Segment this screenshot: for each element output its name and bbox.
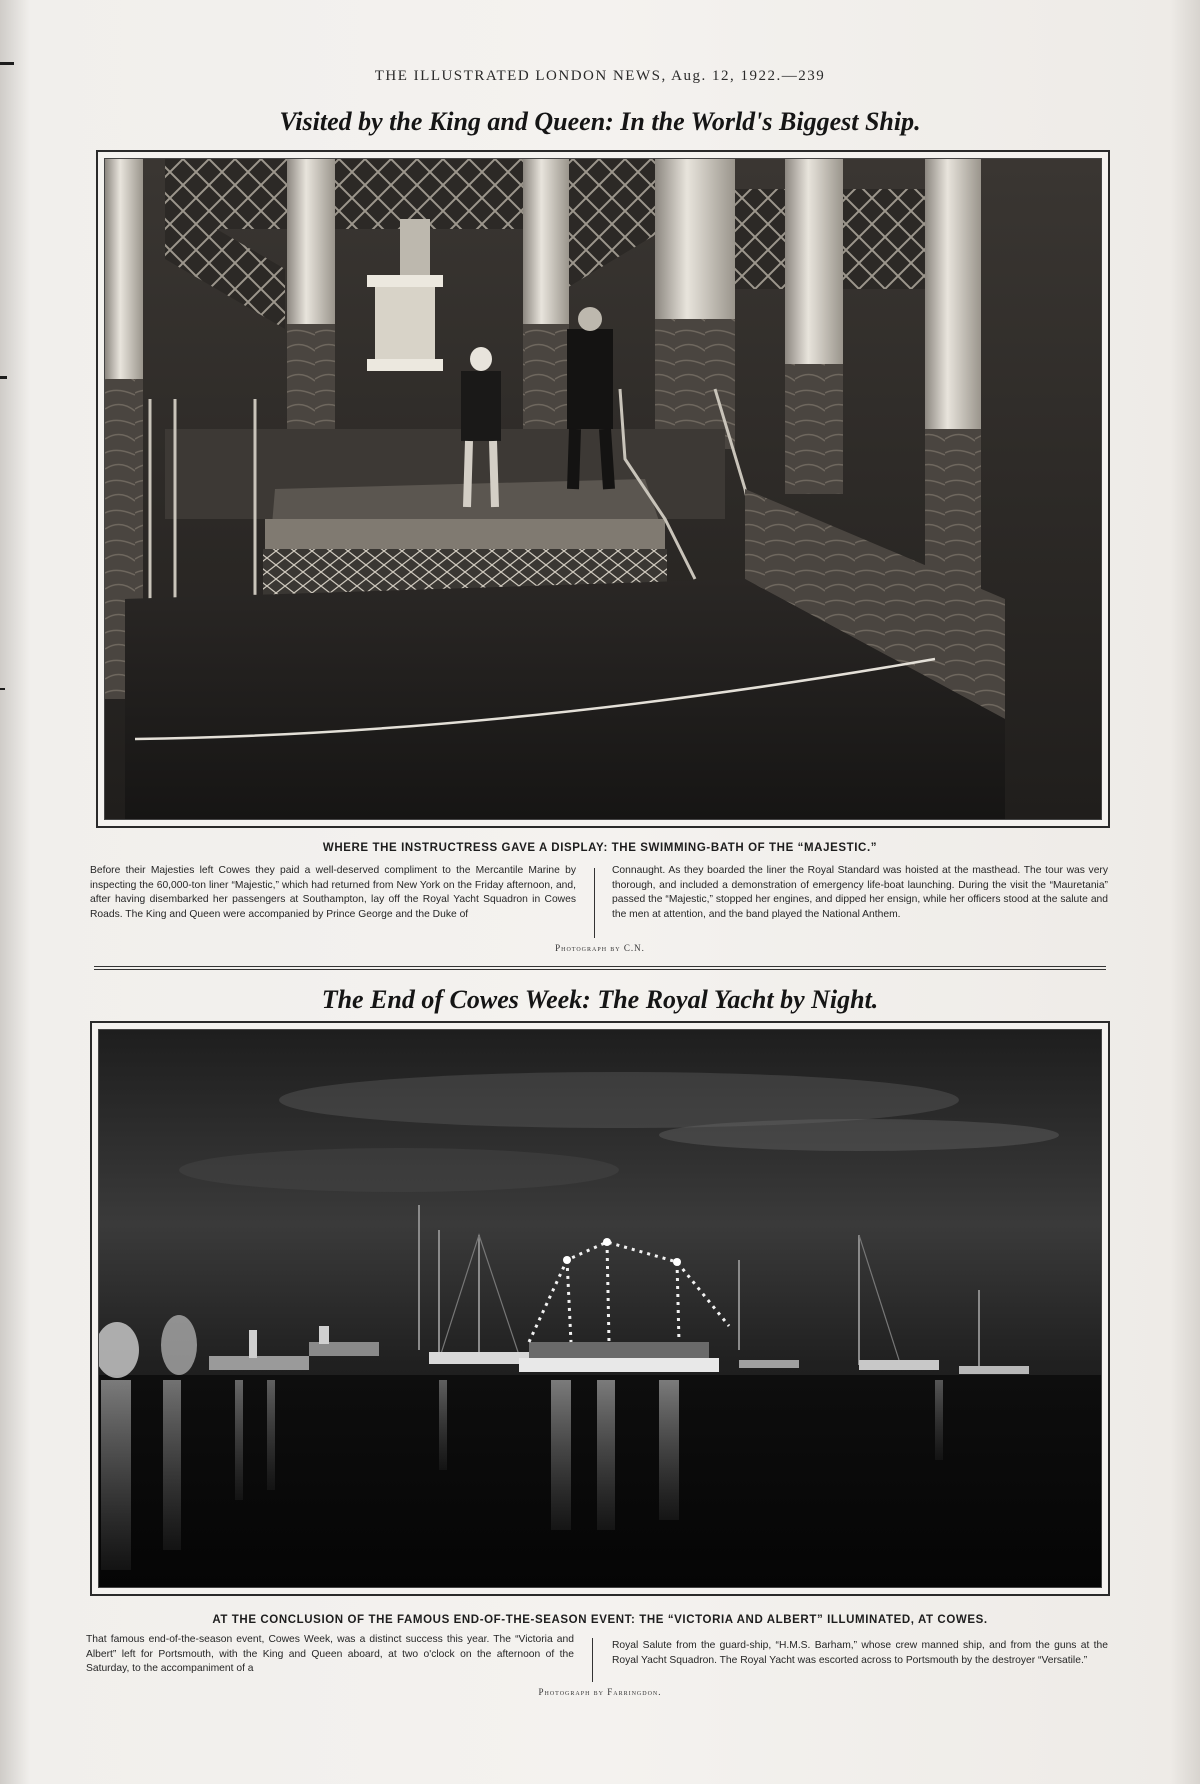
story1-caption-heading: WHERE THE INSTRUCTRESS GAVE A DISPLAY: THE SWIMMING-BATH OF THE “MAJESTIC.” (322, 842, 878, 854)
margin-mark (0, 62, 14, 65)
story1-text-col1: Before their Majesties left Cowes they paid a well-deserved compliment to the Mercantile Marine by inspecting the 60,000-ton liner “Majestic,” which had returned from New York on the Friday afternoon, and, after having disembarked her passengers at Southampton, lay off the Royal Yacht Squadron in Cowes Roads. The King and Queen were accompanied by Prince George and the Duke of (90, 865, 576, 920)
story2-title: The End of Cowes Week: The Royal Yacht by Night. (321, 985, 879, 1014)
swimming-bath-photo (104, 158, 1102, 820)
swimming-bath-photo-frame (96, 150, 1110, 828)
story1-photo-credit: Photograph by C.N. (555, 943, 645, 953)
story1-title: Visited by the King and Queen: In the World's Biggest Ship. (279, 107, 921, 136)
column-divider (594, 868, 595, 938)
section-rule (94, 966, 1106, 970)
story2-caption-heading: AT THE CONCLUSION OF THE FAMOUS END-OF-THE-SEASON EVENT: THE “VICTORIA AND ALBERT” ILLUMINATED, AT COWES. (212, 1614, 988, 1626)
margin-mark (0, 688, 5, 690)
margin-mark (0, 376, 7, 379)
royal-yacht-photo (98, 1029, 1102, 1588)
royal-yacht-photo-frame (90, 1021, 1110, 1596)
story1-text-col2: Connaught. As they boarded the liner the Royal Standard was hoisted at the masthead. The tour was very thorough, and included a demonstration of emergency life-boat launching. During the visit the “Mauretania” passed the “Majestic,” stopped her engines, and dipped her ensign, while her officers stood at the salute and the men at attention, and the band played the National Anthem. (612, 865, 1108, 920)
column-divider (592, 1638, 593, 1682)
running-head: THE ILLUSTRATED LONDON NEWS, Aug. 12, 1922.—239 (374, 68, 826, 84)
story2-text-col1: That famous end-of-the-season event, Cowes Week, was a distinct success this year. The “Victoria and Albert” left for Portsmouth, with the King and Queen aboard, at two o'clock on the afternoon of the Saturday, to the accompaniment of a (86, 1634, 574, 1675)
story2-photo-credit: Photograph by Farringdon. (538, 1687, 662, 1697)
royal-yacht-illustration (99, 1030, 1101, 1587)
story2-text-col2: Royal Salute from the guard-ship, “H.M.S. Barham,” whose crew manned ship, and from the guns at the Royal Yacht Squadron. The Royal Yacht was escorted across to Portsmouth by the destroyer “Versatile.” (612, 1640, 1108, 1666)
swimming-bath-illustration (105, 159, 1101, 819)
